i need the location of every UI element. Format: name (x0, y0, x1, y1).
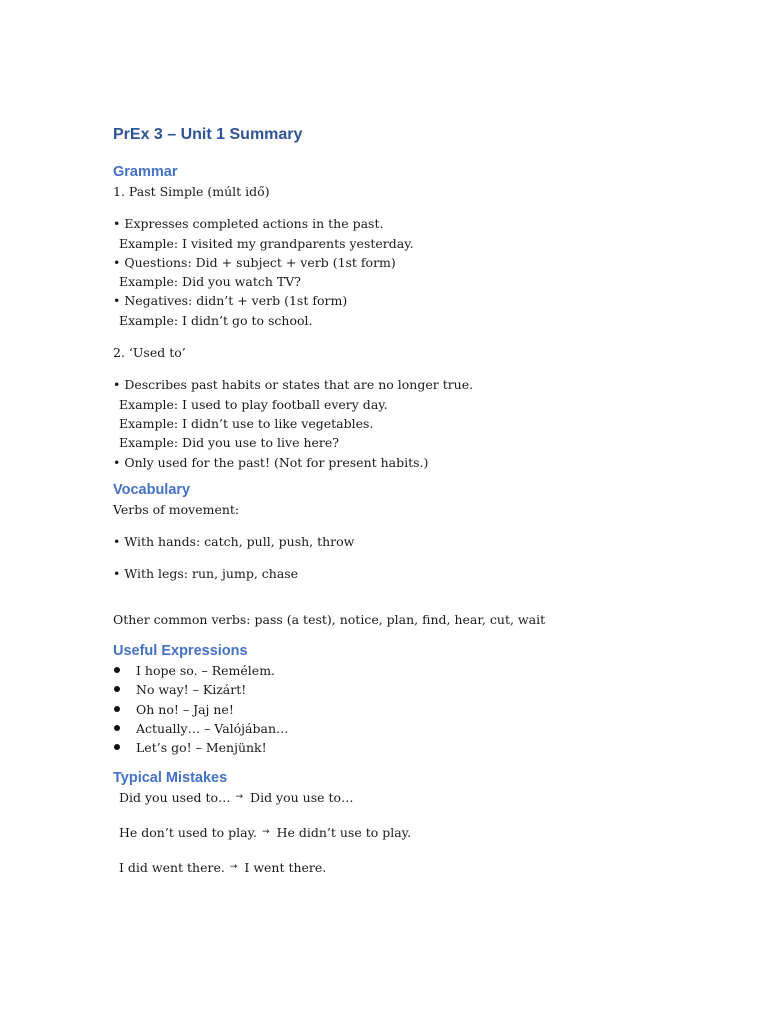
mistake-wrong: Did you used to… (119, 789, 231, 805)
mistake-correct: Did you use to… (250, 789, 354, 805)
grammar-heading: Grammar (113, 164, 178, 180)
vocabulary-other: Other common verbs: pass (a test), notice, plan, find, hear, cut, wait (113, 611, 546, 627)
mistake-correct: I went there. (244, 860, 327, 876)
used-to-line: • Only used for the past! (Not for present habits.) (113, 454, 429, 470)
vocabulary-heading: Vocabulary (113, 481, 191, 498)
past-simple-line: • Expresses completed actions in the past. (113, 216, 384, 232)
past-simple-line: • Negatives: didn’t + verb (1st form) (113, 293, 348, 309)
arrow-right-icon: → (229, 862, 238, 873)
mistake-row (113, 788, 713, 810)
used-to-example: Example: Did you use to live here? (119, 435, 339, 451)
vocabulary-legs: • With legs: run, jump, chase (113, 566, 299, 582)
used-to-line: • Describes past habits or states that are no longer true. (113, 377, 474, 393)
bullet-icon (114, 744, 120, 750)
vocabulary-intro: Verbs of movement: (113, 501, 240, 517)
mistake-row (113, 823, 713, 845)
past-simple-example: Example: I visited my grandparents yesterday. (119, 235, 414, 251)
expression-item: Oh no! – Jaj ne! (113, 700, 713, 719)
expression-item: No way! – Kizárt! (113, 680, 713, 699)
bullet-icon (114, 706, 120, 712)
used-to-example: Example: I used to play football every day. (119, 396, 388, 412)
mistakes-heading: Typical Mistakes (113, 769, 228, 786)
bullet-icon (114, 725, 120, 731)
mistake-row (113, 858, 713, 880)
used-to-heading: 2. ‘Used to’ (113, 345, 186, 361)
arrow-right-icon: → (235, 791, 244, 802)
document-title: PrEx 3 – Unit 1 Summary (113, 126, 303, 143)
past-simple-example: Example: Did you watch TV? (119, 274, 301, 290)
arrow-right-icon: → (262, 826, 270, 837)
expression-item: Let’s go! – Menjünk! (113, 738, 713, 757)
past-simple-line: • Questions: Did + subject + verb (1st form) (113, 254, 396, 270)
expression-item: I hope so. – Remélem. (113, 661, 713, 680)
document-page (113, 124, 713, 880)
used-to-example: Example: I didn’t use to like vegetables. (119, 415, 374, 431)
vocabulary-hands: • With hands: catch, pull, push, throw (113, 534, 355, 550)
expression-item: Actually… – Valójában… (113, 719, 713, 738)
past-simple-heading: 1. Past Simple (múlt idő) (113, 184, 270, 199)
bullet-icon (114, 667, 120, 673)
mistake-correct: He didn’t use to play. (276, 824, 412, 840)
mistake-wrong: He don’t used to play. (119, 824, 258, 840)
mistake-wrong: I did went there. (119, 860, 225, 876)
expressions-heading: Useful Expressions (113, 643, 248, 660)
bullet-icon (114, 686, 120, 692)
expressions-list (113, 661, 713, 757)
past-simple-example: Example: I didn’t go to school. (119, 312, 313, 328)
